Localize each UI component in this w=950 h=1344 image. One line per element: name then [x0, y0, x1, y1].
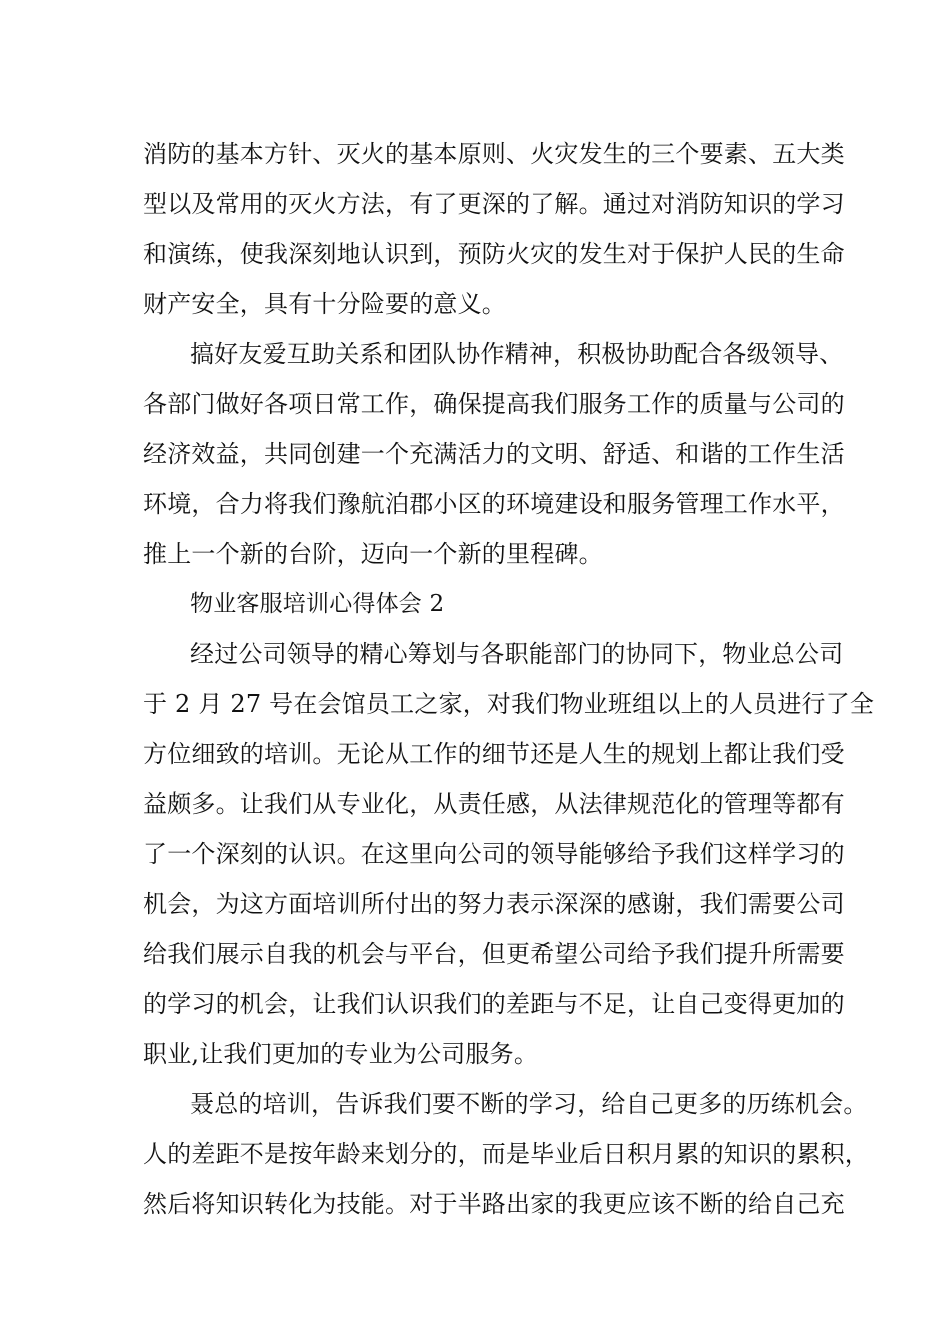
- text-line-20: 聂总的培训，告诉我们要不断的学习，给自己更多的历练机会。: [190, 1090, 868, 1118]
- text-line-7: 经济效益，共同创建一个充满活力的文明、舒适、和谐的工作生活: [143, 440, 845, 468]
- text-line-17: 给我们展示自我的机会与平台，但更希望公司给予我们提升所需要: [143, 940, 845, 968]
- text-line-19: 职业,让我们更加的专业为公司服务。: [143, 1040, 539, 1068]
- text-line-6: 各部门做好各项日常工作，确保提高我们服务工作的质量与公司的: [143, 390, 845, 418]
- text-line-11: 经过公司领导的精心筹划与各职能部门的协同下，物业总公司: [190, 640, 844, 668]
- text-line-16: 机会，为这方面培训所付出的努力表示深深的感谢，我们需要公司: [143, 890, 845, 918]
- text-line-13: 方位细致的培训。无论从工作的细节还是人生的规划上都让我们受: [143, 740, 845, 768]
- text-line-22: 然后将知识转化为技能。对于半路出家的我更应该不断的给自己充: [143, 1190, 845, 1218]
- text-line-8: 环境，合力将我们豫航泊郡小区的环境建设和服务管理工作水平，: [143, 490, 845, 518]
- text-line-5: 搞好友爱互助关系和团队协作精神，积极协助配合各级领导、: [190, 340, 844, 368]
- text-line-9: 推上一个新的台阶，迈向一个新的里程碑。: [143, 540, 603, 568]
- text-line-21: 人的差距不是按年龄来划分的，而是毕业后日积月累的知识的累积，: [143, 1140, 869, 1168]
- text-line-2: 型以及常用的灭火方法，有了更深的了解。通过对消防知识的学习: [143, 190, 845, 218]
- text-line-3: 和演练，使我深刻地认识到，预防火灾的发生对于保护人民的生命: [143, 240, 845, 268]
- text-line-1: 消防的基本方针、灭火的基本原则、火灾发生的三个要素、五大类: [143, 140, 845, 168]
- text-line-18: 的学习的机会，让我们认识我们的差距与不足，让自己变得更加的: [143, 990, 845, 1018]
- text-line-12: 于 2 月 27 号在会馆员工之家，对我们物业班组以上的人员进行了全: [143, 690, 875, 718]
- section-heading: 物业客服培训心得体会 2: [190, 591, 445, 617]
- text-line-14: 益颇多。让我们从专业化，从责任感，从法律规范化的管理等都有: [143, 790, 845, 818]
- text-line-15: 了一个深刻的认识。在这里向公司的领导能够给予我们这样学习的: [143, 840, 845, 868]
- text-line-4: 财产安全，具有十分险要的意义。: [143, 290, 506, 318]
